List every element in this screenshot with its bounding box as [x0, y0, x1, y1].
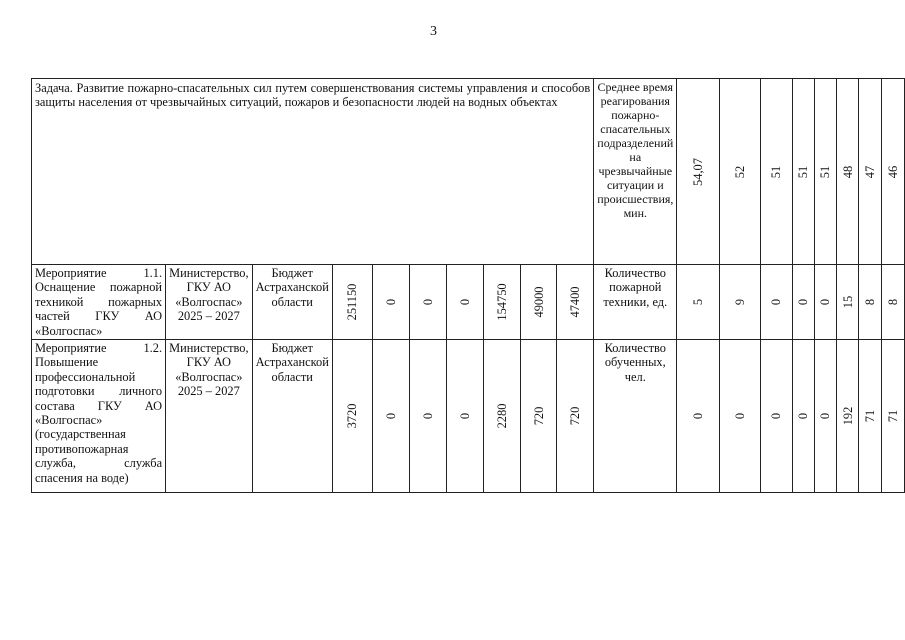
amount-value: 0	[420, 412, 435, 420]
indicator-value-cell	[859, 340, 881, 493]
task-value-cell	[814, 79, 836, 265]
task-indicator: Среднее время реагирования пожарно-спасательных подразделений на чрезвычайные ситуации и происшествия, мин.	[597, 80, 674, 220]
amount-cell	[557, 340, 594, 493]
indicator-value-cell	[881, 340, 904, 493]
task-value: 54,07	[690, 157, 705, 186]
indicator-value: 0	[818, 298, 833, 306]
amount-value: 251150	[344, 283, 359, 321]
indicator-cell	[594, 340, 677, 493]
indicator-value: 0	[690, 412, 705, 420]
indicator-value-cell	[677, 340, 720, 493]
amount-cell	[483, 340, 520, 493]
task-value-cell	[760, 79, 792, 265]
amount-value: 720	[531, 406, 546, 426]
indicator-value: 71	[885, 409, 900, 423]
amount-value: 0	[457, 412, 472, 420]
indicator-value-cell	[881, 265, 904, 340]
task-value: 52	[732, 165, 747, 178]
task-cell	[32, 79, 594, 265]
measure-text: Мероприятие 1.1. Оснащение пожарной техникой пожарных частей ГКУ АО «Волгоспас»	[35, 266, 163, 338]
executor-text: Министерство, ГКУ АО «Волгоспас» 2025 – 2027	[169, 266, 249, 324]
indicator-value-cell	[859, 265, 881, 340]
indicator-value: 15	[840, 295, 855, 309]
amount-cell	[447, 265, 484, 340]
indicator-value-cell	[792, 265, 814, 340]
executor-text: Министерство, ГКУ АО «Волгоспас» 2025 – 2027	[169, 341, 249, 399]
amount-value: 720	[568, 406, 583, 426]
task-value: 51	[818, 165, 833, 178]
source-cell	[252, 340, 332, 493]
executor-cell	[166, 265, 253, 340]
page-number: 3	[430, 24, 437, 39]
task-value-cell	[859, 79, 881, 265]
indicator-value: 8	[862, 298, 877, 306]
indicator-value: 0	[768, 298, 783, 306]
indicator-value-cell	[837, 265, 859, 340]
indicator-value: 0	[732, 412, 747, 420]
task-value: 47	[862, 165, 877, 178]
indicator-text: Количество обученных, чел.	[604, 341, 666, 384]
amount-cell	[520, 265, 557, 340]
indicator-cell	[594, 265, 677, 340]
measure-text: Мероприятие 1.2. Повышение профессиональной подготовки личного состава ГКУ АО «Волгоспас» (государственная противопожарная служба, служба спасения на воде)	[35, 341, 163, 485]
amount-cell	[372, 340, 410, 493]
task-value: 48	[840, 165, 855, 178]
indicator-value-cell	[760, 340, 792, 493]
amount-cell	[332, 340, 372, 493]
indicator-value: 5	[690, 298, 705, 306]
task-value: 46	[885, 165, 900, 178]
indicator-value: 8	[885, 298, 900, 306]
measure-row-1-1	[32, 265, 905, 340]
amount-cell	[410, 265, 447, 340]
amount-cell	[520, 340, 557, 493]
task-row	[32, 79, 905, 265]
task-value-cell	[719, 79, 760, 265]
amount-cell	[483, 265, 520, 340]
indicator-value-cell	[837, 340, 859, 493]
amount-value: 47400	[568, 286, 583, 318]
indicator-value-cell	[719, 340, 760, 493]
indicator-value-cell	[814, 265, 836, 340]
amount-value: 0	[383, 298, 398, 306]
executor-cell	[166, 340, 253, 493]
indicator-value: 71	[862, 409, 877, 423]
measure-row-1-2	[32, 340, 905, 493]
amount-value: 3720	[344, 403, 359, 429]
task-value-cell	[677, 79, 720, 265]
indicator-value: 0	[768, 412, 783, 420]
measure-cell	[32, 265, 166, 340]
task-value-cell	[792, 79, 814, 265]
task-value: 51	[795, 165, 810, 178]
indicator-value-cell	[760, 265, 792, 340]
amount-value: 0	[457, 298, 472, 306]
indicator-value-cell	[814, 340, 836, 493]
amount-value: 154750	[494, 283, 509, 321]
program-table	[31, 78, 905, 493]
source-text: Бюджет Астраханской области	[255, 341, 329, 384]
indicator-value: 9	[732, 298, 747, 306]
task-indicator-cell	[594, 79, 677, 265]
task-value-cell	[837, 79, 859, 265]
indicator-value-cell	[792, 340, 814, 493]
amount-cell	[332, 265, 372, 340]
indicator-value-cell	[677, 265, 720, 340]
source-text: Бюджет Астраханской области	[255, 266, 329, 309]
amount-cell	[447, 340, 484, 493]
amount-value: 0	[383, 412, 398, 420]
measure-cell	[32, 340, 166, 493]
indicator-text: Количество пожарной техники, ед.	[603, 266, 668, 309]
indicator-value: 192	[840, 406, 855, 426]
indicator-value: 0	[818, 412, 833, 420]
task-value-cell	[881, 79, 904, 265]
task-text: Задача. Развитие пожарно-спасательных сил путем совершенствования системы управления и способов защиты населения от чрезвычайных ситуаций, пожаров и безопасности людей на водных объектах	[35, 81, 591, 110]
amount-cell	[372, 265, 410, 340]
amount-cell	[557, 265, 594, 340]
source-cell	[252, 265, 332, 340]
amount-value: 49000	[531, 286, 546, 318]
indicator-value: 0	[795, 298, 810, 306]
amount-value: 2280	[494, 403, 509, 429]
task-value: 51	[768, 165, 783, 178]
indicator-value: 0	[795, 412, 810, 420]
indicator-value-cell	[719, 265, 760, 340]
amount-cell	[410, 340, 447, 493]
amount-value: 0	[420, 298, 435, 306]
